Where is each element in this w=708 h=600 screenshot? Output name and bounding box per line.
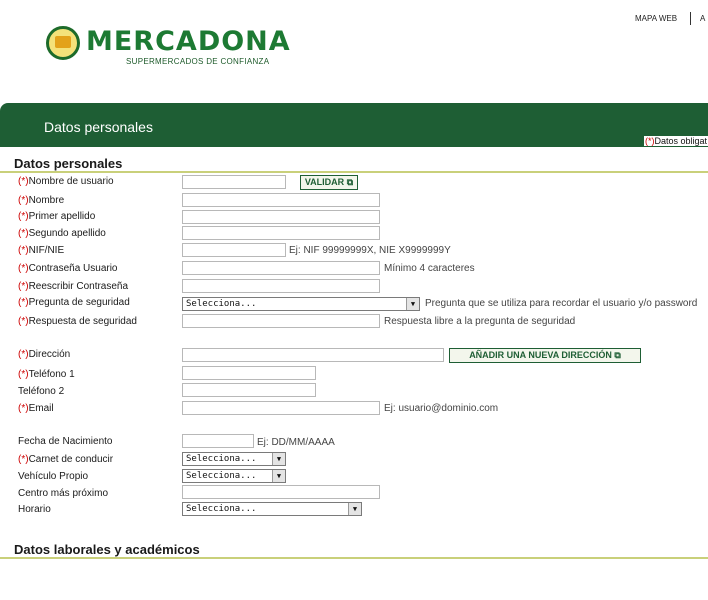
security-answer-hint: Respuesta libre a la pregunta de seguridad: [384, 316, 576, 327]
selected-value: Selecciona...: [186, 454, 257, 464]
label-text: Contraseña Usuario: [28, 263, 118, 274]
security-question-hint: Pregunta que se utiliza para recordar el usuario y/o password: [425, 298, 698, 309]
label-username: [18, 175, 114, 188]
security-answer-input[interactable]: [182, 314, 380, 328]
label-text: Primer apellido: [28, 211, 96, 222]
required-star: (*): [18, 316, 29, 327]
second-surname-input[interactable]: [182, 226, 380, 240]
schedule-select[interactable]: [182, 502, 362, 516]
external-link-icon: ⧉: [614, 350, 621, 360]
required-star: (*): [18, 403, 29, 414]
required-star: (*): [18, 176, 29, 187]
add-address-button[interactable]: [449, 348, 641, 363]
first-surname-input[interactable]: [182, 210, 380, 224]
phone1-input[interactable]: [182, 366, 316, 380]
selected-value: Selecciona...: [186, 504, 257, 514]
label-text: Reescribir Contraseña: [28, 281, 129, 292]
label-own-vehicle: Vehículo Propio: [18, 471, 89, 482]
address-input[interactable]: [182, 348, 444, 362]
validate-button[interactable]: [300, 175, 358, 190]
required-star: (*): [18, 281, 29, 292]
label-second-surname: [18, 227, 106, 240]
phone2-input[interactable]: [182, 383, 316, 397]
label-email: [18, 402, 54, 415]
required-star: (*): [644, 136, 655, 146]
required-star: (*): [18, 369, 29, 380]
email-input[interactable]: [182, 401, 380, 415]
label-driving-license: [18, 453, 113, 466]
required-star: (*): [18, 454, 29, 465]
security-question-select[interactable]: [182, 297, 420, 311]
birthdate-input[interactable]: [182, 434, 254, 448]
chevron-down-icon[interactable]: ▼: [348, 503, 361, 515]
required-star: (*): [18, 349, 29, 360]
label-text: Dirección: [28, 349, 71, 360]
label-text: Nombre de usuario: [28, 176, 114, 187]
label-password-confirm: [18, 280, 128, 293]
section-rule: [0, 171, 708, 173]
password-input[interactable]: [182, 261, 380, 275]
label-name: [18, 194, 64, 207]
nif-hint: Ej: NIF 99999999X, NIE X9999999Y: [289, 245, 451, 256]
email-hint: Ej: usuario@dominio.com: [384, 403, 499, 414]
label-security-answer: [18, 315, 137, 328]
required-star: (*): [18, 228, 29, 239]
selected-value: Selecciona...: [186, 471, 257, 481]
add-address-label: AÑADIR UNA NUEVA DIRECCIÓN: [469, 350, 612, 360]
driving-license-select[interactable]: [182, 452, 286, 466]
selected-value: Selecciona...: [186, 299, 257, 309]
label-text: Segundo apellido: [28, 228, 106, 239]
label-first-surname: [18, 210, 95, 223]
label-text: Pregunta de seguridad: [28, 297, 130, 308]
required-star: (*): [18, 211, 29, 222]
label-text: Respuesta de seguridad: [28, 316, 137, 327]
label-security-question: [18, 296, 130, 309]
section-title-personal: Datos personales: [14, 156, 123, 171]
label-nearest-center: Centro más próximo: [18, 488, 109, 499]
label-text: Teléfono 1: [28, 369, 75, 380]
nearest-center-input[interactable]: [182, 485, 380, 499]
label-address: [18, 348, 70, 361]
label-phone2: Teléfono 2: [18, 386, 65, 397]
logo-basket-icon: [55, 36, 71, 48]
birthdate-hint: Ej: DD/MM/AAAA: [257, 437, 335, 448]
required-note-text: Datos obligat: [654, 136, 707, 146]
label-text: Email: [28, 403, 54, 414]
brand-tagline: SUPERMERCADOS DE CONFIANZA: [126, 57, 270, 66]
required-star: (*): [18, 195, 29, 206]
label-nif: [18, 244, 64, 257]
validate-label: VALIDAR: [304, 177, 345, 187]
chevron-down-icon[interactable]: ▼: [272, 453, 285, 465]
required-fields-note: [644, 136, 708, 146]
required-star: (*): [18, 245, 29, 256]
label-text: Nombre: [28, 195, 65, 206]
link-divider: [690, 12, 691, 25]
sitemap-link[interactable]: MAPA WEB: [635, 14, 678, 23]
banner-title: Datos personales: [44, 119, 153, 135]
label-birthdate: Fecha de Nacimiento: [18, 436, 113, 447]
label-text: NIF/NIE: [28, 245, 65, 256]
label-password: [18, 262, 118, 275]
section-rule: [0, 557, 708, 559]
top-link-a[interactable]: A: [700, 14, 706, 23]
password-hint: Mínimo 4 caracteres: [384, 263, 475, 274]
label-phone1: [18, 368, 75, 381]
label-text: Carnet de conducir: [28, 454, 114, 465]
section-title-work-academic: Datos laborales y académicos: [14, 542, 200, 557]
chevron-down-icon[interactable]: ▼: [272, 470, 285, 482]
label-schedule: Horario: [18, 504, 51, 515]
required-star: (*): [18, 297, 29, 308]
required-star: (*): [18, 263, 29, 274]
name-input[interactable]: [182, 193, 380, 207]
own-vehicle-select[interactable]: [182, 469, 286, 483]
external-link-icon: ⧉: [346, 177, 354, 187]
nif-input[interactable]: [182, 243, 286, 257]
chevron-down-icon[interactable]: ▼: [406, 298, 419, 310]
password-confirm-input[interactable]: [182, 279, 380, 293]
username-input[interactable]: [182, 175, 286, 189]
brand-logo[interactable]: MERCADONA: [86, 26, 291, 57]
